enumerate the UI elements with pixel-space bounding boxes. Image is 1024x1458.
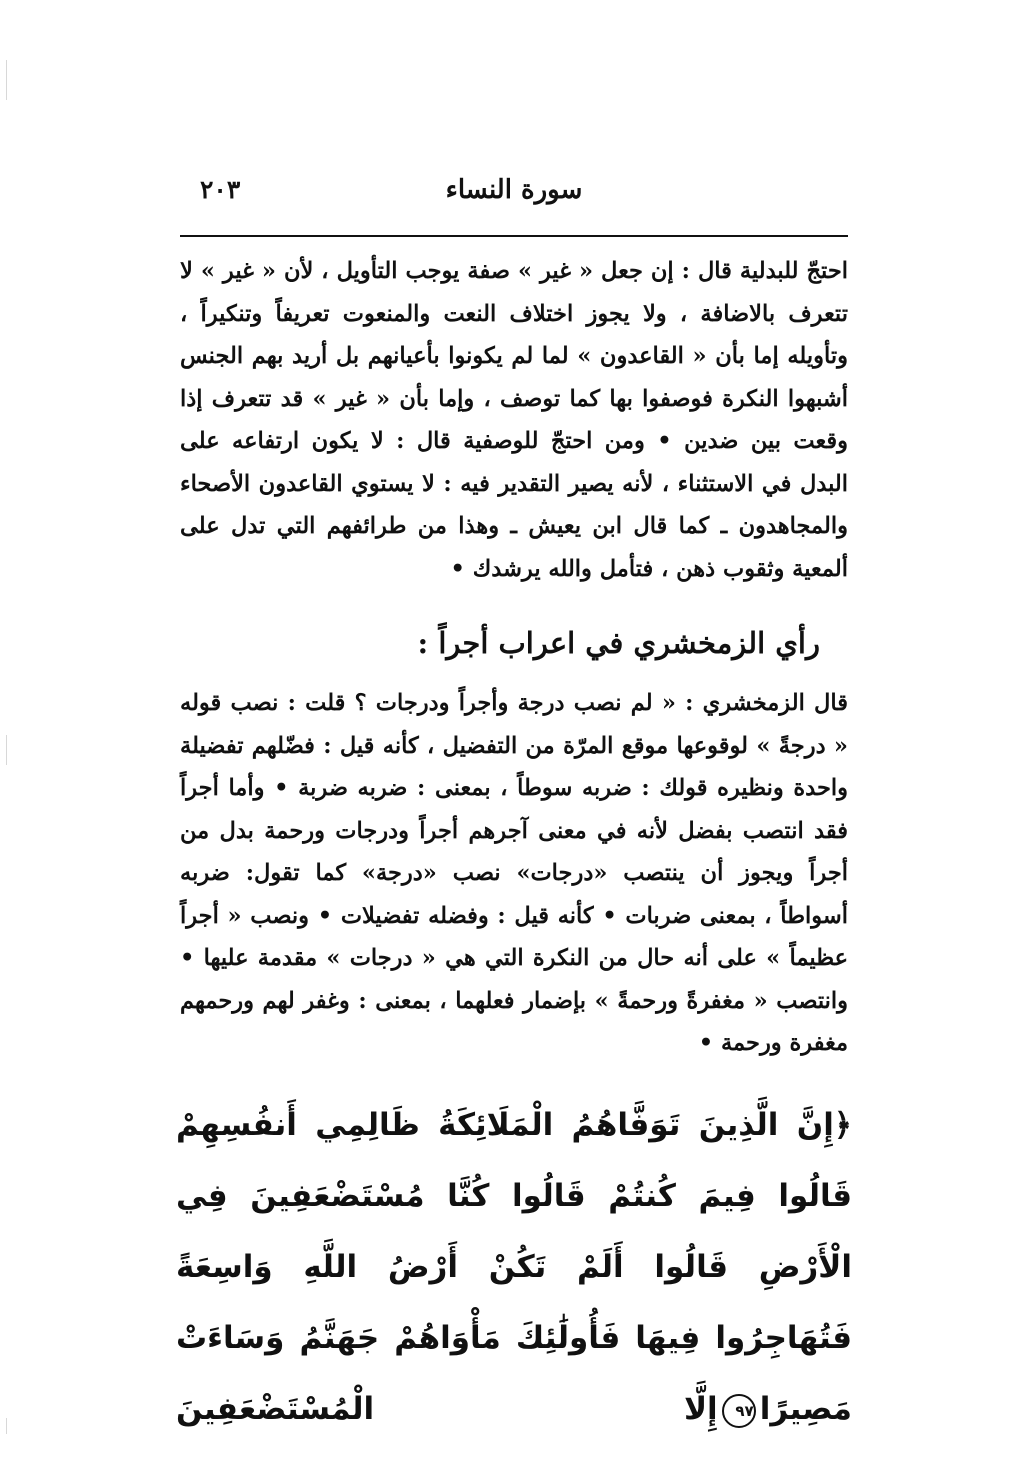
- section-heading: رأي الزمخشري في اعراب أجراً :: [417, 626, 820, 660]
- quran-open-bracket: ﴿: [833, 1107, 852, 1143]
- quran-next-verse-text: إِلَّا الْمُسْتَضْعَفِينَ: [176, 1391, 718, 1427]
- scan-edge-mark: [6, 735, 7, 765]
- commentary-paragraph: احتجّ للبدلية قال : إن جعل « غير » صفة يوجب التأويل ، لأن « غير » لا تتعرف بالاضافة ، ولا يجوز اختلاف النعت والمنعوت تعريفاً وتنكيراً ، وتأويله إما بأن « القاعدون » لما لم يكونوا بأعيانهم بل أريد بهم الجنس أشبهوا النكرة فوصفوا بها كما توصف ، وإما بأن « غير » قد تتعرف إذا وقعت بين ضدين • ومن احتجّ للوصفية قال : لا يكون ارتفاعه على البدل في الاستثناء ، لأنه يصير التقدير فيه : لا يستوي القاعدون الأصحاء والمجاهدون ـ كما قال ابن يعيش ـ وهذا من طرائفهم التي تدل على ألمعية وثقوب ذهن ، فتأمل والله يرشدك •: [180, 258, 848, 582]
- verse-number-marker: ٩٧: [722, 1394, 756, 1428]
- surah-title: سورة النساء: [445, 175, 583, 205]
- zamakhshari-paragraph: قال الزمخشري : « لم نصب درجة وأجراً ودرجات ؟ قلت : نصب قوله « درجةً » لوقوعها موقع المرّة من التفضيل ، كأنه قيل : فضّلهم تفضيلة واحدة ونظيره قولك : ضربه سوطاً ، بمعنى : ضربه ضربة • وأما أجراً فقد انتصب بفضل لأنه في معنى آجرهم أجراً ودرجات ورحمة بدل من أجراً ويجوز أن ينتصب «درجات» نصب «درجة» كما تقول: ضربه أسواطاً ، بمعنى ضربات • كأنه قيل : وفضله تفضيلات • ونصب « أجراً عظيماً » على أنه حال من النكرة التي هي « درجات » مقدمة عليها • وانتصب « مغفرةً ورحمةً » بإضمار فعلهما ، بمعنى : وغفر لهم ورحمهم مغفرة ورحمة •: [180, 690, 848, 1056]
- scan-edge-mark: [6, 1418, 7, 1434]
- scan-edge-mark: [6, 60, 7, 100]
- page-number: ٢٠٣: [200, 175, 241, 204]
- header-divider: [180, 235, 848, 237]
- quran-verse-text: إِنَّ الَّذِينَ تَوَفَّاهُمُ الْمَلَائِكَةُ ظَالِمِي أَنفُسِهِمْ قَالُوا فِيمَ كُنتُمْ قَالُوا كُنَّا مُسْتَضْعَفِينَ فِي الْأَرْضِ قَالُوا أَلَمْ تَكُنْ أَرْضُ اللَّهِ وَاسِعَةً فَتُهَاجِرُوا فِيهَا فَأُولَٰئِكَ مَأْوَاهُمْ جَهَنَّمُ وَسَاءَتْ مَصِيرًا: [176, 1107, 852, 1427]
- page-header: [180, 168, 848, 212]
- quran-verse-block: [176, 1090, 852, 1445]
